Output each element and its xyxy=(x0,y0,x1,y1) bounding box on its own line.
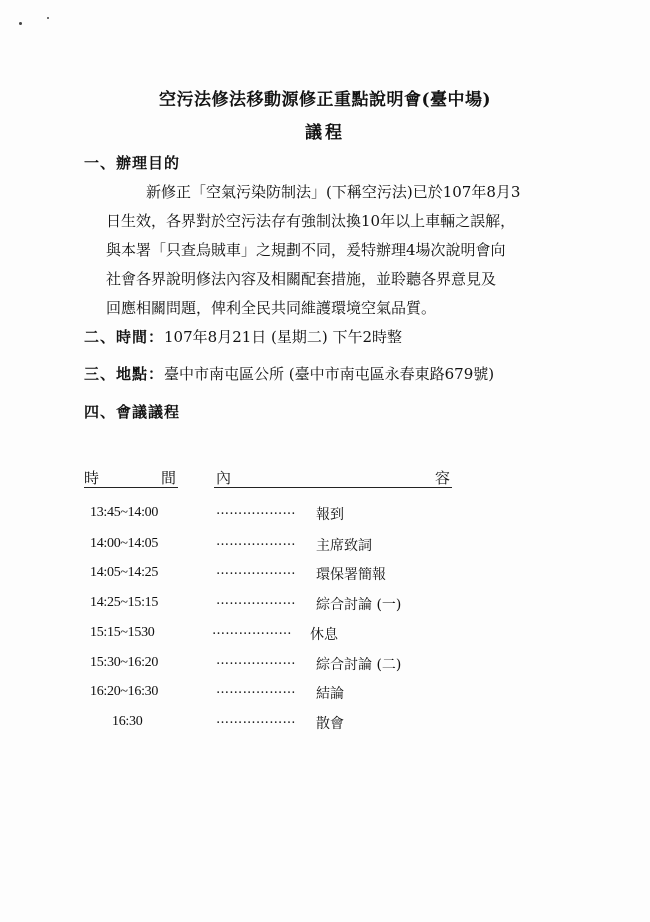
agenda-item: 綜合討論 (二) xyxy=(316,657,402,673)
purpose-paragraph xyxy=(106,178,576,323)
document-subtitle: 議程 xyxy=(305,123,345,143)
section-heading-agenda: 四、會議議程 xyxy=(84,403,181,421)
scan-speck xyxy=(47,17,49,19)
agenda-item: 主席致詞 xyxy=(316,538,372,554)
agenda-header-content-char: 容 xyxy=(434,469,450,487)
agenda-row xyxy=(0,682,650,704)
agenda-dots: ……………… xyxy=(216,593,296,608)
agenda-dots: ……………… xyxy=(216,682,296,697)
agenda-dots: ……………… xyxy=(216,563,296,578)
purpose-line: 社會各界說明修法內容及相關配套措施，並聆聽各界意見及 xyxy=(106,270,497,288)
section-heading-time: 二、時間： xyxy=(84,328,165,346)
agenda-header-content xyxy=(214,467,452,488)
purpose-line: 日生效，各界對於空污法存有強制汰換10年以上車輛之誤解， xyxy=(106,212,516,230)
agenda-row xyxy=(0,712,650,734)
agenda-time: 16:30 xyxy=(112,714,143,729)
document-title: 空污法修法移動源修正重點說明會(臺中場) xyxy=(158,90,492,110)
purpose-line: 新修正「空氣污染防制法」(下稱空污法)已於107年8月3 xyxy=(146,183,521,201)
agenda-dots: ……………… xyxy=(216,712,296,727)
agenda-dots: ……………… xyxy=(212,623,292,638)
agenda-item: 結論 xyxy=(316,686,344,702)
agenda-dots: ……………… xyxy=(216,653,296,668)
agenda-row xyxy=(0,593,650,615)
agenda-row xyxy=(0,503,650,525)
agenda-time: 13:45~14:00 xyxy=(90,505,159,520)
agenda-row xyxy=(0,653,650,675)
agenda-item: 環保署簡報 xyxy=(316,567,386,583)
agenda-item: 散會 xyxy=(316,716,344,732)
purpose-line: 回應相關問題，俾利全民共同維護環境空氣品質。 xyxy=(106,299,437,317)
agenda-dots: ……………… xyxy=(216,534,296,549)
agenda-header-time-char: 間 xyxy=(160,469,176,487)
agenda-header-content-char: 內 xyxy=(216,469,232,487)
agenda-time: 16:20~16:30 xyxy=(90,684,159,699)
agenda-row xyxy=(0,534,650,556)
meeting-time-value: 107年8月21日 (星期二) 下午2時整 xyxy=(164,328,403,346)
agenda-row xyxy=(0,623,650,645)
agenda-header-time xyxy=(84,467,178,488)
agenda-row xyxy=(0,563,650,585)
agenda-time: 14:25~15:15 xyxy=(90,595,159,610)
agenda-item: 休息 xyxy=(310,627,338,643)
section-heading-purpose: 一、辦理目的 xyxy=(84,154,181,172)
agenda-item: 綜合討論 (一) xyxy=(316,597,402,613)
agenda-time: 15:15~1530 xyxy=(90,625,155,640)
scan-speck xyxy=(19,22,22,25)
agenda-header-time-char: 時 xyxy=(84,469,100,487)
section-time xyxy=(84,326,402,347)
agenda-time: 14:00~14:05 xyxy=(90,536,159,551)
purpose-line: 與本署「只查烏賊車」之規劃不同，爰特辦理4場次說明會向 xyxy=(106,241,506,259)
section-place xyxy=(84,363,494,384)
meeting-place-value: 臺中市南屯區公所 (臺中市南屯區永春東路679號) xyxy=(164,365,495,383)
agenda-item: 報到 xyxy=(316,507,344,523)
agenda-time: 14:05~14:25 xyxy=(90,565,159,580)
section-heading-place: 三、地點： xyxy=(84,365,165,383)
agenda-time: 15:30~16:20 xyxy=(90,655,159,670)
agenda-dots: ……………… xyxy=(216,503,296,518)
